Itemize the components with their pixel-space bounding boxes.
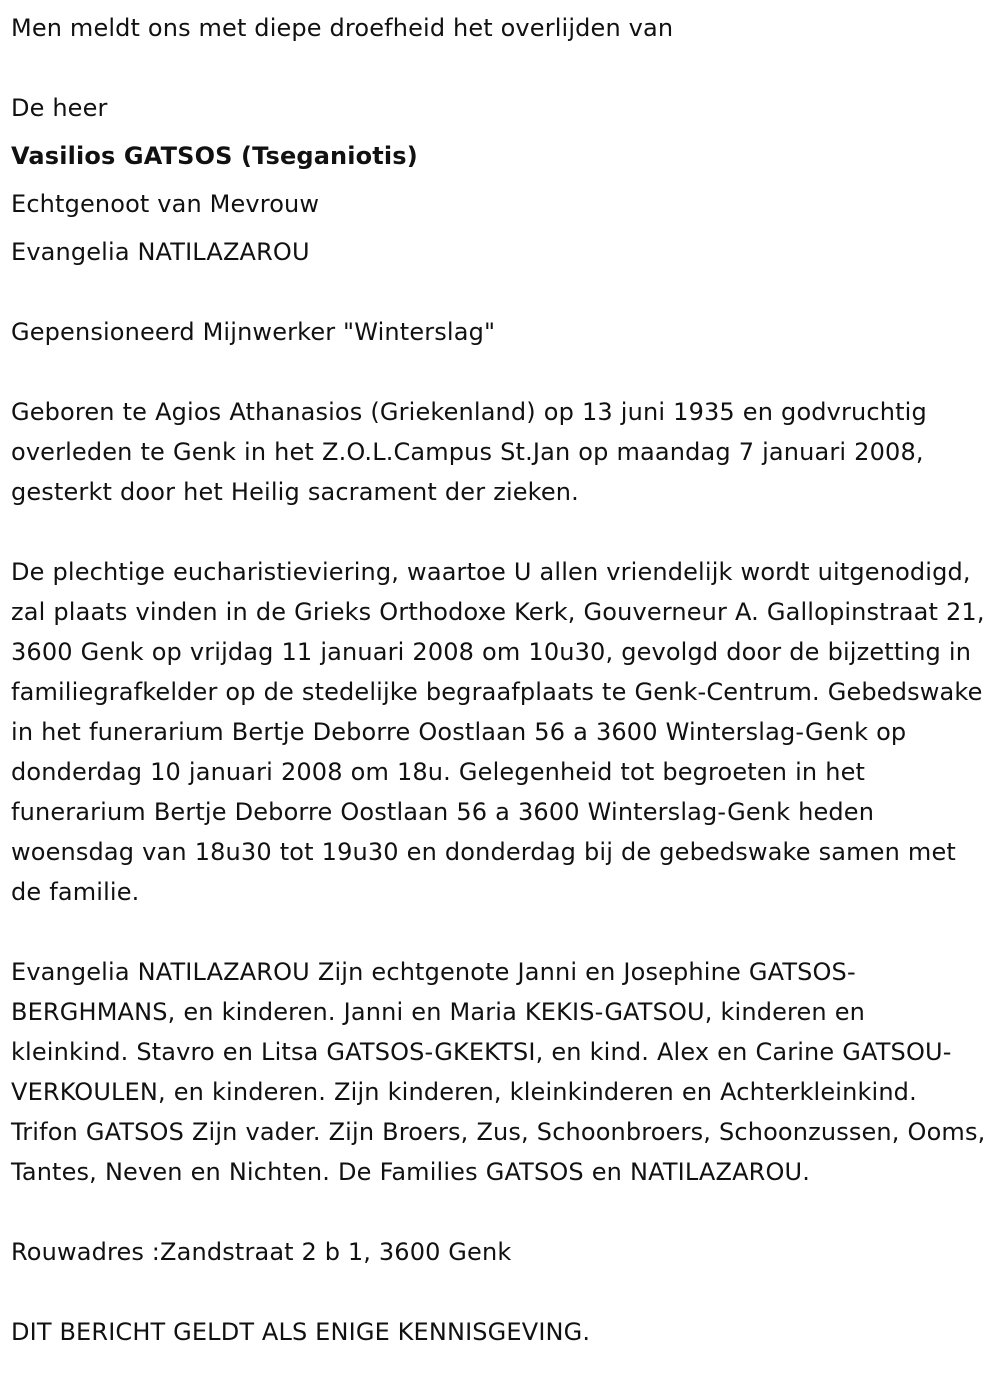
occupation: Gepensioneerd Mijnwerker "Winterslag" — [11, 318, 496, 346]
spouse-label: Echtgenoot van Mevrouw — [11, 190, 320, 218]
spacer — [11, 272, 990, 312]
spacer — [11, 912, 990, 952]
deceased-name: Vasilios GATSOS (Tseganiotis) — [11, 142, 418, 170]
spouse-name: Evangelia NATILAZAROU — [11, 238, 310, 266]
title-prefix: De heer — [11, 94, 108, 122]
spacer — [11, 352, 990, 392]
spacer — [11, 512, 990, 552]
closing-statement: DIT BERICHT GELDT ALS ENIGE KENNISGEVING. — [11, 1318, 591, 1346]
spacer — [11, 1272, 990, 1312]
spacer — [11, 1192, 990, 1232]
birth-and-death-paragraph: Geboren te Agios Athanasios (Griekenland) op 13 juni 1935 en godvruchtig overleden te Genk in het Z.O.L.Campus St.Jan op maandag 7 januari 2008, gesterkt door het Heilig sacrament der zieken. — [11, 398, 927, 506]
spacer — [11, 176, 990, 184]
intro-text: Men meldt ons met diepe droefheid het overlijden van — [11, 14, 674, 42]
spacer — [11, 48, 990, 88]
family-paragraph: Evangelia NATILAZAROU Zijn echtgenote Janni en Josephine GATSOS-BERGHMANS, en kinderen. Janni en Maria KEKIS-GATSOU, kinderen en kleinkind. Stavro en Litsa GATSOS-GKEKTSI, en kind. Alex en Carine GATSOU-VERKOULEN, en kinderen. Zijn kinderen, kleinkinderen en Achterkleinkind. Trifon GATSOS Zijn vader. Zijn Broers, Zus, Schoonbroers, Schoonzussen, Ooms, Tantes, Neven en Nichten. De Families GATSOS en NATILAZAROU. — [11, 958, 986, 1186]
ceremony-paragraph: De plechtige eucharistieviering, waartoe U allen vriendelijk wordt uitgenodigd, zal plaats vinden in de Grieks Orthodoxe Kerk, Gouverneur A. Gallopinstraat 21, 3600 Genk op vrijdag 11 januari 2008 om 10u30, gevolgd door de bijzetting in familiegrafkelder op de stedelijke begraafplaats te Genk-Centrum. Gebedswake in het funerarium Bertje Deborre Oostlaan 56 a 3600 Winterslag-Genk op donderdag 10 januari 2008 om 18u. Gelegenheid tot begroeten in het funerarium Bertje Deborre Oostlaan 56 a 3600 Winterslag-Genk heden woensdag van 18u30 tot 19u30 en donderdag bij de gebedswake samen met de familie. — [11, 558, 985, 906]
spacer — [11, 224, 990, 232]
mourning-address: Rouwadres :Zandstraat 2 b 1, 3600 Genk — [11, 1238, 512, 1266]
spacer — [11, 128, 990, 136]
